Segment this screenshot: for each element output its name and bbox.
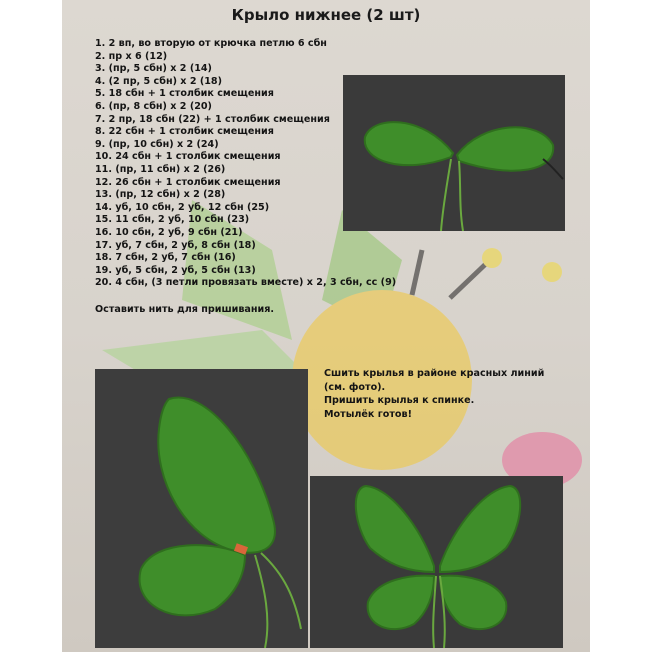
step-line: 5. 18 сбн + 1 столбик смещения <box>95 88 274 100</box>
step-line: 1. 2 вп, во вторую от крючка петлю 6 сбн <box>95 38 327 49</box>
photo-two-wings-top <box>343 75 565 231</box>
page-title: Крыло нижнее (2 шт) <box>231 6 421 24</box>
step-line: 6. (пр, 8 сбн) х 2 (20) <box>95 100 212 112</box>
step-line: 3. (пр, 5 сбн) х 2 (14) <box>95 63 212 75</box>
step-line: 7. 2 пр, 18 сбн (22) + 1 столбик смещения <box>95 113 330 125</box>
note-line: Сшить крылья в районе красных линий <box>324 368 545 379</box>
step-line: 8. 22 сбн + 1 столбик смещения <box>95 126 274 138</box>
step-line: 11. (пр, 11 сбн) х 2 (26) <box>95 163 226 175</box>
step-line: 2. пр х 6 (12) <box>95 50 168 62</box>
step-line: 16. 10 сбн, 2 уб, 9 сбн (21) <box>95 226 243 238</box>
step-line: 18. 7 сбн, 2 уб, 7 сбн (16) <box>95 252 236 264</box>
step-line: 4. (2 пр, 5 сбн) х 2 (18) <box>95 75 222 87</box>
step-line: 13. (пр, 12 сбн) х 2 (28) <box>95 189 226 201</box>
step-line: 20. 4 сбн, (3 петли провязать вместе) х 2, 3 сбн, сс (9) <box>95 277 397 289</box>
note-line: Мотылёк готов! <box>324 408 412 420</box>
note-line: (см. фото). <box>324 381 386 393</box>
finish-instruction: Оставить нить для пришивания. <box>95 304 275 315</box>
step-line: 19. уб, 5 сбн, 2 уб, 5 сбн (13) <box>95 264 256 276</box>
assembly-note <box>324 367 594 421</box>
step-line: 9. (пр, 10 сбн) х 2 (24) <box>95 138 219 150</box>
photo-wing-pair-left <box>95 369 308 648</box>
note-line: Пришить крылья к спинке. <box>324 395 475 406</box>
step-line: 15. 11 сбн, 2 уб, 10 сбн (23) <box>95 214 250 226</box>
step-line: 12. 26 сбн + 1 столбик смещения <box>95 176 281 188</box>
photo-butterfly-wings <box>310 476 563 648</box>
step-line: 17. уб, 7 сбн, 2 уб, 8 сбн (18) <box>95 239 256 251</box>
step-line: 14. уб, 10 сбн, 2 уб, 12 сбн (25) <box>95 201 270 213</box>
step-line: 10. 24 сбн + 1 столбик смещения <box>95 151 281 163</box>
